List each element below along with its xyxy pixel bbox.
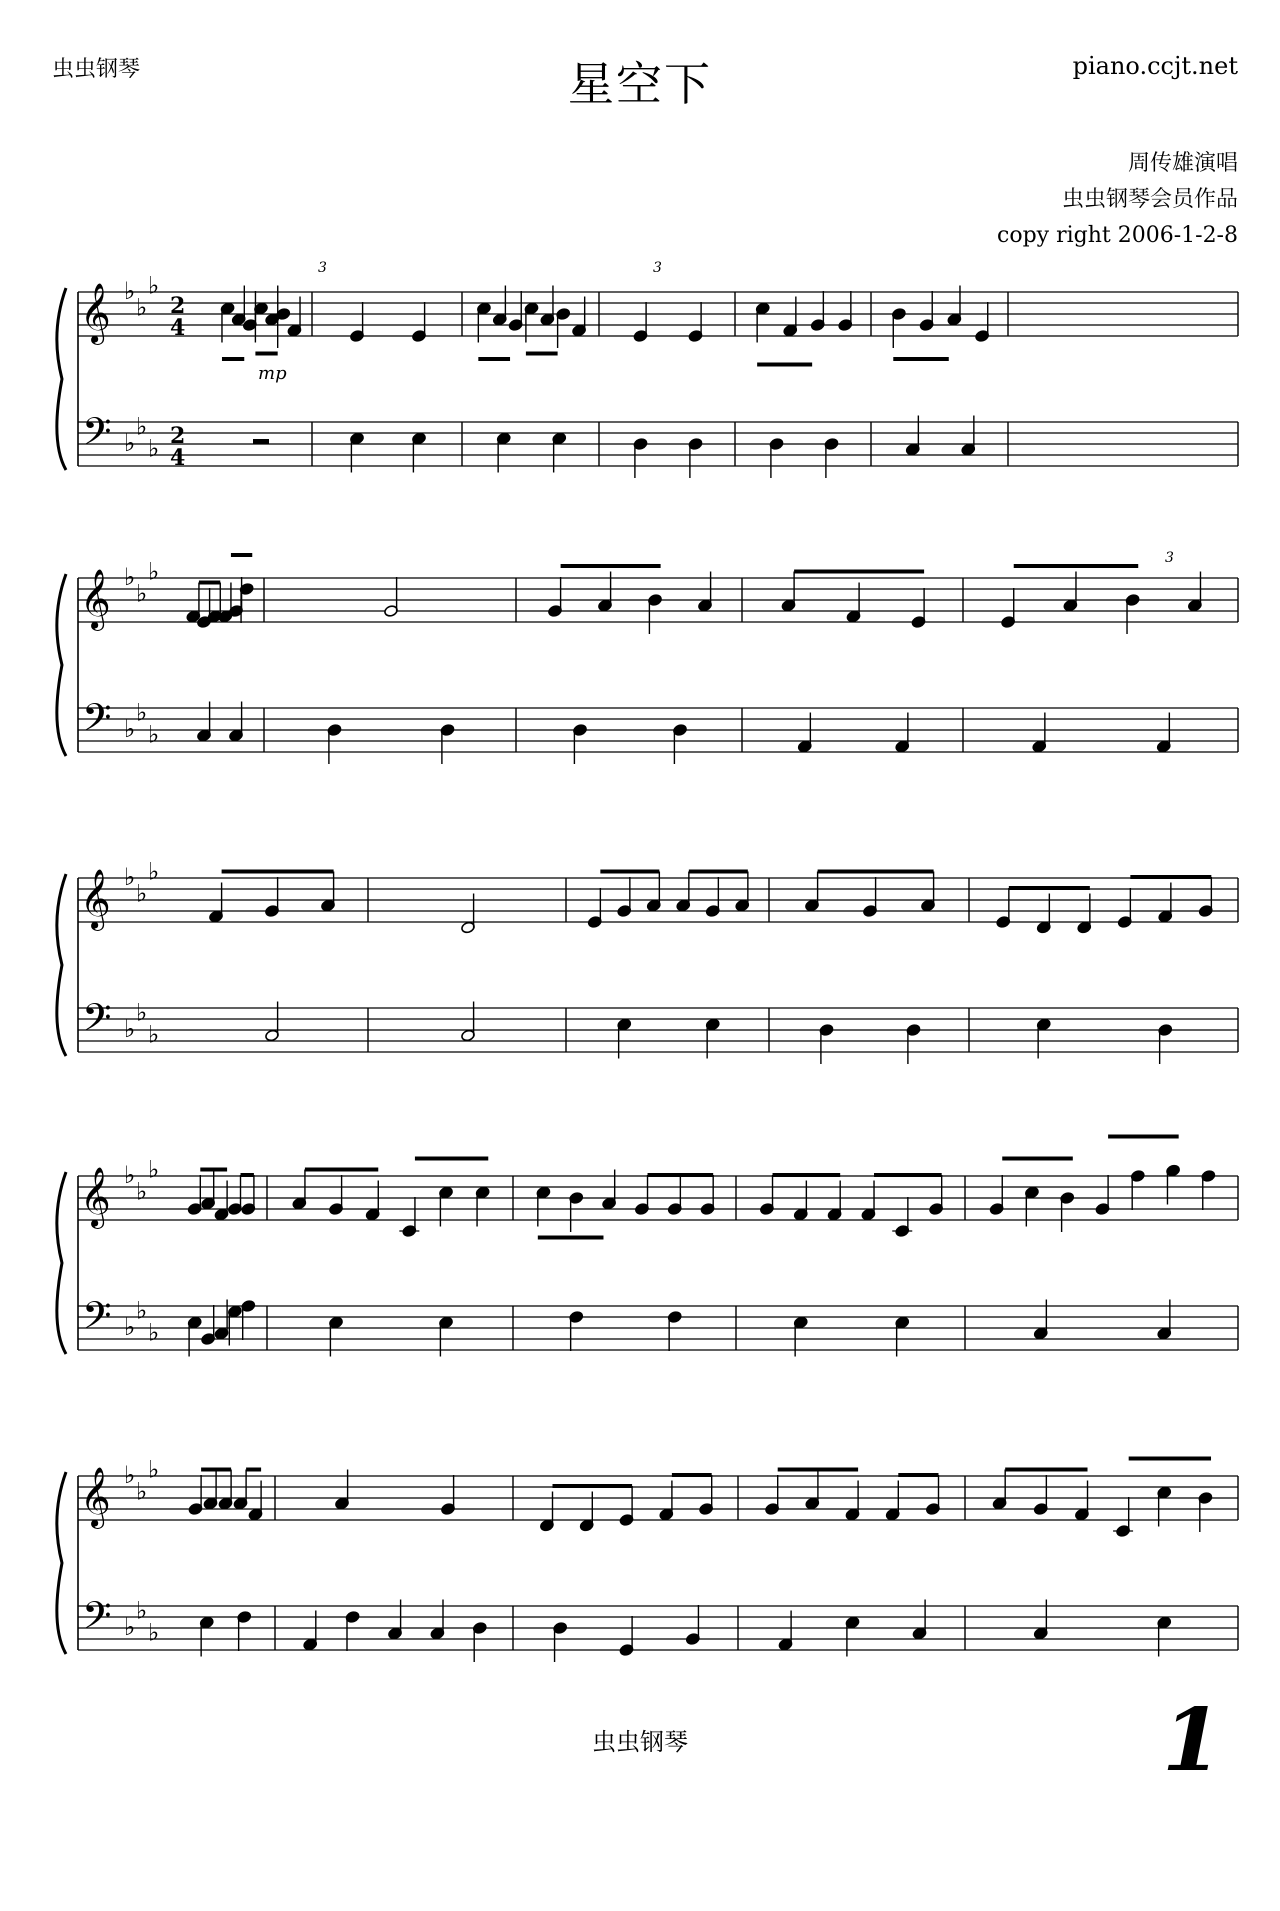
flat-sign: ♭	[148, 1618, 160, 1647]
flat-sign: ♭	[124, 715, 136, 743]
flat-sign: ♭	[124, 1613, 136, 1641]
flat-sign: ♭	[136, 1296, 148, 1325]
flat-sign: ♭	[124, 429, 136, 457]
time-sig-denominator: 4	[170, 315, 186, 341]
flat-sign: ♭	[136, 1177, 148, 1206]
publisher-label: 虫虫钢琴	[52, 57, 141, 82]
flat-sign: ♭	[148, 1020, 160, 1049]
system-brace	[57, 574, 66, 756]
bass-clef: 𝄢	[82, 1593, 112, 1647]
system-brace	[57, 1472, 66, 1654]
treble-clef: 𝄞	[80, 569, 111, 629]
flat-sign: ♭	[124, 863, 136, 891]
system-brace	[57, 288, 66, 470]
flat-sign: ♭	[136, 998, 148, 1027]
treble-clef: 𝄞	[80, 869, 111, 929]
flat-sign: ♭	[148, 1318, 160, 1347]
flat-sign: ♭	[136, 879, 148, 908]
flat-sign: ♭	[136, 412, 148, 441]
treble-clef: 𝄞	[80, 1467, 111, 1527]
system-brace	[57, 874, 66, 1056]
arranger-credit: 虫虫钢琴会员作品	[1061, 187, 1238, 212]
flat-sign: ♭	[136, 1477, 148, 1506]
bass-clef: 𝄢	[82, 695, 112, 749]
flat-sign: ♭	[148, 1155, 160, 1184]
treble-clef: 𝄞	[80, 1167, 111, 1227]
page-number: 1	[1162, 1690, 1222, 1791]
system-brace	[57, 1172, 66, 1354]
flat-sign: ♭	[136, 698, 148, 727]
flat-sign: ♭	[148, 271, 160, 300]
footer-label: 虫虫钢琴	[592, 1728, 688, 1756]
tuplet-number: 3	[1165, 550, 1174, 566]
flat-sign: ♭	[148, 557, 160, 586]
bass-clef: 𝄢	[82, 1293, 112, 1347]
flat-sign: ♭	[148, 1455, 160, 1484]
page-title: 星空下	[568, 57, 712, 111]
site-url: piano.ccjt.net	[1072, 52, 1238, 80]
bass-clef: 𝄢	[82, 995, 112, 1049]
flat-sign: ♭	[136, 1596, 148, 1625]
flat-sign: ♭	[136, 579, 148, 608]
dynamic-mark: mp	[258, 363, 287, 384]
flat-sign: ♭	[124, 1313, 136, 1341]
treble-clef: 𝄞	[80, 283, 111, 343]
flat-sign: ♭	[136, 293, 148, 322]
flat-sign: ♭	[124, 1015, 136, 1043]
copyright-line: copy right 2006-1-2-8	[997, 223, 1238, 248]
time-sig-numerator: 2	[170, 423, 186, 449]
flat-sign: ♭	[124, 1161, 136, 1189]
flat-sign: ♭	[148, 434, 160, 463]
whole-rest	[253, 439, 269, 444]
flat-sign: ♭	[148, 720, 160, 749]
tuplet-number: 3	[653, 260, 662, 276]
flat-sign: ♭	[148, 857, 160, 886]
tuplet-number: 3	[318, 260, 327, 276]
flat-sign: ♭	[124, 277, 136, 305]
time-sig-denominator: 4	[170, 445, 186, 471]
flat-sign: ♭	[124, 1461, 136, 1489]
bass-clef: 𝄢	[82, 409, 112, 463]
performer-credit: 周传雄演唱	[1127, 151, 1238, 176]
flat-sign: ♭	[124, 563, 136, 591]
time-sig-numerator: 2	[170, 293, 186, 319]
